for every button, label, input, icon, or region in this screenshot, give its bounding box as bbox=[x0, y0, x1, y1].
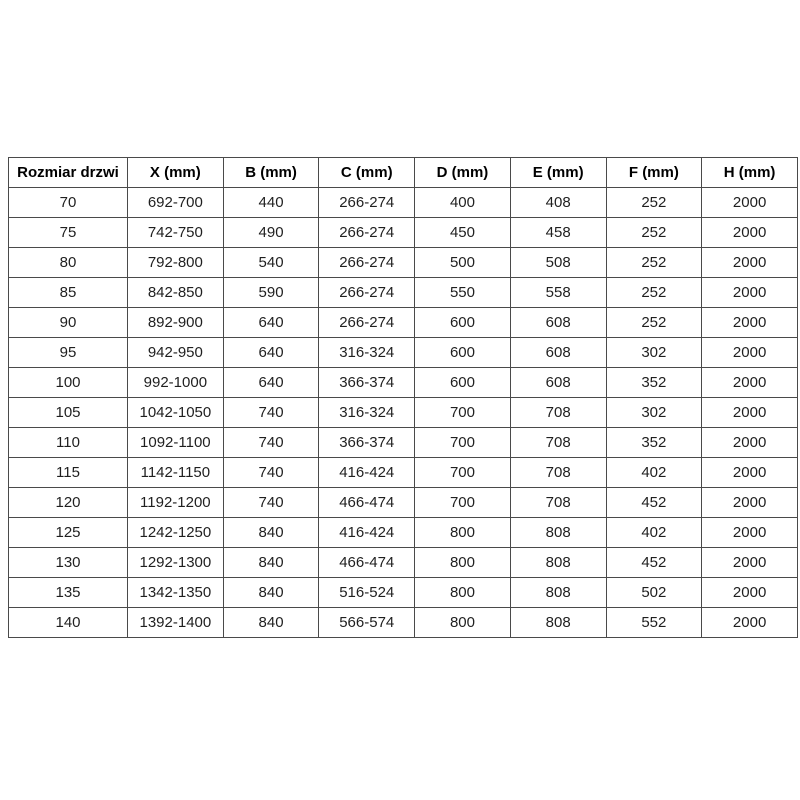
table-cell: 700 bbox=[415, 398, 511, 428]
table-cell: 400 bbox=[415, 188, 511, 218]
table-row bbox=[9, 518, 798, 548]
table-cell: 800 bbox=[415, 578, 511, 608]
table-cell: 2000 bbox=[702, 428, 798, 458]
table-cell: 252 bbox=[606, 278, 702, 308]
table-cell: 1142-1150 bbox=[128, 458, 224, 488]
table-cell: 608 bbox=[510, 368, 606, 398]
table-cell: 600 bbox=[415, 338, 511, 368]
column-header: E (mm) bbox=[510, 158, 606, 188]
table-cell: 558 bbox=[510, 278, 606, 308]
door-size-table-container bbox=[8, 157, 798, 638]
table-cell: 600 bbox=[415, 368, 511, 398]
table-cell: 640 bbox=[223, 368, 319, 398]
table-cell: 115 bbox=[9, 458, 128, 488]
table-cell: 440 bbox=[223, 188, 319, 218]
table-cell: 2000 bbox=[702, 188, 798, 218]
table-cell: 600 bbox=[415, 308, 511, 338]
table-cell: 1292-1300 bbox=[128, 548, 224, 578]
table-row bbox=[9, 548, 798, 578]
table-row bbox=[9, 578, 798, 608]
table-row bbox=[9, 458, 798, 488]
table-cell: 2000 bbox=[702, 548, 798, 578]
table-cell: 90 bbox=[9, 308, 128, 338]
table-cell: 566-574 bbox=[319, 608, 415, 638]
table-cell: 252 bbox=[606, 188, 702, 218]
table-cell: 740 bbox=[223, 458, 319, 488]
table-cell: 708 bbox=[510, 398, 606, 428]
header-row bbox=[9, 158, 798, 188]
table-cell: 700 bbox=[415, 458, 511, 488]
table-cell: 252 bbox=[606, 218, 702, 248]
table-cell: 808 bbox=[510, 608, 606, 638]
table-cell: 742-750 bbox=[128, 218, 224, 248]
table-cell: 2000 bbox=[702, 218, 798, 248]
table-cell: 2000 bbox=[702, 458, 798, 488]
column-header: F (mm) bbox=[606, 158, 702, 188]
table-cell: 740 bbox=[223, 488, 319, 518]
table-cell: 708 bbox=[510, 488, 606, 518]
table-cell: 316-324 bbox=[319, 398, 415, 428]
table-cell: 1342-1350 bbox=[128, 578, 224, 608]
column-header: D (mm) bbox=[415, 158, 511, 188]
door-size-table bbox=[8, 157, 798, 638]
table-cell: 502 bbox=[606, 578, 702, 608]
table-cell: 130 bbox=[9, 548, 128, 578]
table-cell: 808 bbox=[510, 518, 606, 548]
table-cell: 75 bbox=[9, 218, 128, 248]
table-cell: 942-950 bbox=[128, 338, 224, 368]
table-cell: 800 bbox=[415, 518, 511, 548]
table-cell: 452 bbox=[606, 548, 702, 578]
table-cell: 416-424 bbox=[319, 458, 415, 488]
table-cell: 266-274 bbox=[319, 308, 415, 338]
table-cell: 552 bbox=[606, 608, 702, 638]
table-cell: 2000 bbox=[702, 248, 798, 278]
column-header: C (mm) bbox=[319, 158, 415, 188]
table-cell: 450 bbox=[415, 218, 511, 248]
table-cell: 100 bbox=[9, 368, 128, 398]
table-cell: 316-324 bbox=[319, 338, 415, 368]
table-row bbox=[9, 248, 798, 278]
table-cell: 708 bbox=[510, 458, 606, 488]
table-row bbox=[9, 368, 798, 398]
table-cell: 740 bbox=[223, 398, 319, 428]
column-header: X (mm) bbox=[128, 158, 224, 188]
table-cell: 1392-1400 bbox=[128, 608, 224, 638]
table-cell: 266-274 bbox=[319, 218, 415, 248]
table-cell: 2000 bbox=[702, 518, 798, 548]
table-cell: 640 bbox=[223, 308, 319, 338]
table-cell: 708 bbox=[510, 428, 606, 458]
table-cell: 2000 bbox=[702, 278, 798, 308]
table-cell: 252 bbox=[606, 308, 702, 338]
column-header: Rozmiar drzwi bbox=[9, 158, 128, 188]
table-cell: 466-474 bbox=[319, 548, 415, 578]
table-row bbox=[9, 278, 798, 308]
table-cell: 105 bbox=[9, 398, 128, 428]
table-cell: 490 bbox=[223, 218, 319, 248]
table-cell: 352 bbox=[606, 428, 702, 458]
table-row bbox=[9, 608, 798, 638]
table-cell: 590 bbox=[223, 278, 319, 308]
table-row bbox=[9, 338, 798, 368]
table-cell: 792-800 bbox=[128, 248, 224, 278]
table-cell: 302 bbox=[606, 338, 702, 368]
table-cell: 500 bbox=[415, 248, 511, 278]
table-cell: 458 bbox=[510, 218, 606, 248]
table-cell: 808 bbox=[510, 578, 606, 608]
column-header: H (mm) bbox=[702, 158, 798, 188]
table-cell: 402 bbox=[606, 518, 702, 548]
table-cell: 992-1000 bbox=[128, 368, 224, 398]
table-cell: 1242-1250 bbox=[128, 518, 224, 548]
table-cell: 540 bbox=[223, 248, 319, 278]
table-cell: 800 bbox=[415, 548, 511, 578]
table-cell: 840 bbox=[223, 578, 319, 608]
table-cell: 700 bbox=[415, 428, 511, 458]
table-row bbox=[9, 188, 798, 218]
table-cell: 2000 bbox=[702, 608, 798, 638]
table-cell: 266-274 bbox=[319, 278, 415, 308]
table-head bbox=[9, 158, 798, 188]
table-body bbox=[9, 188, 798, 638]
table-cell: 80 bbox=[9, 248, 128, 278]
table-cell: 120 bbox=[9, 488, 128, 518]
column-header: B (mm) bbox=[223, 158, 319, 188]
table-cell: 402 bbox=[606, 458, 702, 488]
table-cell: 266-274 bbox=[319, 248, 415, 278]
table-cell: 466-474 bbox=[319, 488, 415, 518]
table-cell: 2000 bbox=[702, 308, 798, 338]
table-cell: 366-374 bbox=[319, 368, 415, 398]
table-cell: 608 bbox=[510, 338, 606, 368]
table-cell: 842-850 bbox=[128, 278, 224, 308]
table-cell: 692-700 bbox=[128, 188, 224, 218]
table-cell: 252 bbox=[606, 248, 702, 278]
table-cell: 70 bbox=[9, 188, 128, 218]
table-cell: 2000 bbox=[702, 368, 798, 398]
table-row bbox=[9, 398, 798, 428]
table-row bbox=[9, 308, 798, 338]
table-cell: 608 bbox=[510, 308, 606, 338]
table-cell: 408 bbox=[510, 188, 606, 218]
table-cell: 2000 bbox=[702, 578, 798, 608]
table-cell: 808 bbox=[510, 548, 606, 578]
table-cell: 2000 bbox=[702, 488, 798, 518]
table-cell: 95 bbox=[9, 338, 128, 368]
table-cell: 1092-1100 bbox=[128, 428, 224, 458]
table-cell: 516-524 bbox=[319, 578, 415, 608]
table-cell: 302 bbox=[606, 398, 702, 428]
table-cell: 800 bbox=[415, 608, 511, 638]
table-cell: 2000 bbox=[702, 398, 798, 428]
table-cell: 125 bbox=[9, 518, 128, 548]
table-cell: 508 bbox=[510, 248, 606, 278]
table-cell: 366-374 bbox=[319, 428, 415, 458]
table-cell: 892-900 bbox=[128, 308, 224, 338]
table-row bbox=[9, 428, 798, 458]
table-row bbox=[9, 218, 798, 248]
table-cell: 1042-1050 bbox=[128, 398, 224, 428]
table-cell: 85 bbox=[9, 278, 128, 308]
table-cell: 266-274 bbox=[319, 188, 415, 218]
table-cell: 1192-1200 bbox=[128, 488, 224, 518]
table-cell: 640 bbox=[223, 338, 319, 368]
table-cell: 416-424 bbox=[319, 518, 415, 548]
table-cell: 110 bbox=[9, 428, 128, 458]
table-cell: 840 bbox=[223, 608, 319, 638]
table-cell: 840 bbox=[223, 548, 319, 578]
table-cell: 740 bbox=[223, 428, 319, 458]
table-cell: 700 bbox=[415, 488, 511, 518]
table-cell: 550 bbox=[415, 278, 511, 308]
table-row bbox=[9, 488, 798, 518]
table-cell: 135 bbox=[9, 578, 128, 608]
table-cell: 840 bbox=[223, 518, 319, 548]
table-cell: 140 bbox=[9, 608, 128, 638]
table-cell: 352 bbox=[606, 368, 702, 398]
table-cell: 2000 bbox=[702, 338, 798, 368]
table-cell: 452 bbox=[606, 488, 702, 518]
